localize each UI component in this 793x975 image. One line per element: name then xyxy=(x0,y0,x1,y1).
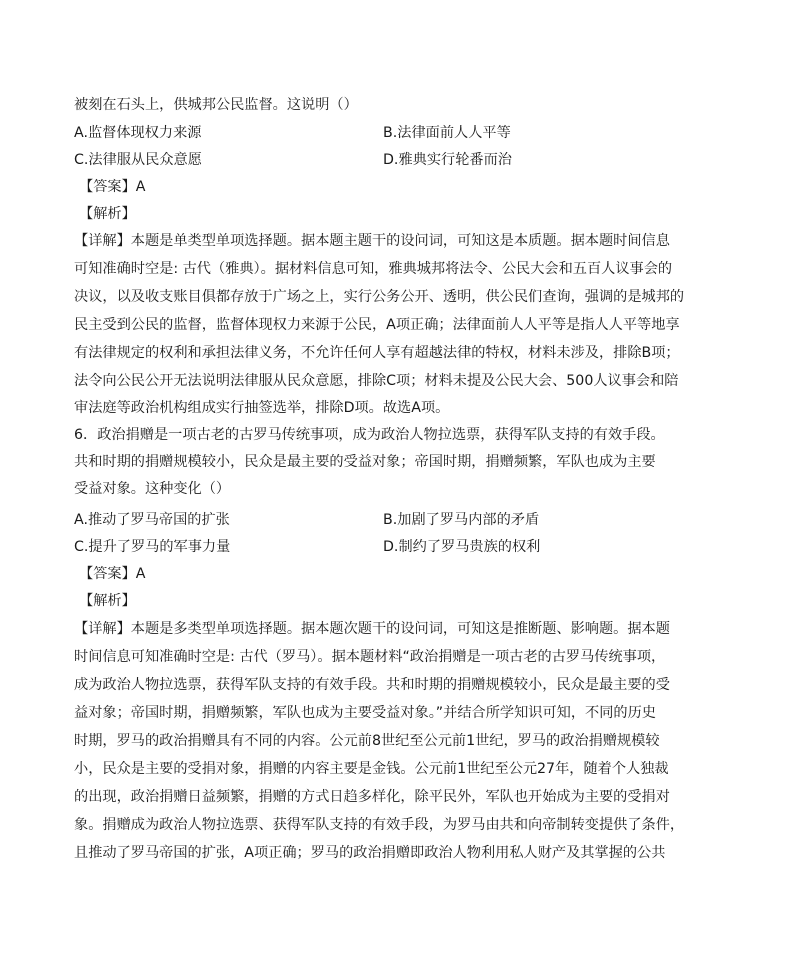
q5-detail-line: 审法庭等政治机构组成实行抽签选举，排除D项。故选A项。 xyxy=(74,400,450,416)
option-text: 制约了罗马贵族的权利 xyxy=(398,539,541,555)
q6-detail-line: 小，民众是主要的受捐对象，捐赠的内容主要是金钱。公元前1世纪至公元27年，随着个人独裁 xyxy=(74,761,669,777)
option-letter: A. xyxy=(74,512,88,528)
option-text: 法律面前人人平等 xyxy=(397,125,511,141)
option-text: 提升了罗马的军事力量 xyxy=(88,539,231,555)
option-text: 监督体现权力来源 xyxy=(87,125,202,141)
q6-answer: 【答案】A xyxy=(79,566,146,582)
option-letter: C. xyxy=(74,539,89,555)
q6-analysis-label: 【解析】 xyxy=(79,593,136,609)
q6-detail-line: 时间信息可知准确时空是: 古代（罗马）。据本题材料“政治捐赠是一项古老的古罗马传统事项， xyxy=(74,649,666,665)
q6-detail-line: 【详解】本题是多类型单项选择题。据本题次题干的设问词，可知这是推断题、影响题。据本题 xyxy=(74,621,670,637)
q5-detail-line: 可知准确时空是: 古代（雅典）。据材料信息可知，雅典城邦将法令、公民大会和五百人议事会的 xyxy=(74,261,673,277)
q6-stem-line: 共和时期的捐赠规模较小，民众是最主要的受益对象；帝国时期，捐赠频繁，军队也成为主要 xyxy=(74,454,656,470)
option-letter: B. xyxy=(383,512,398,528)
q5-detail-line: 民主受到公民的监督，监督体现权力来源于公民，A项正确；法律面前人人平等是指人人平等地享 xyxy=(74,317,680,333)
option-letter: C. xyxy=(74,152,89,168)
q6-option-a xyxy=(74,510,230,530)
q5-detail-line: 有法律规定的权利和承担法律义务，不允许任何人享有超越法律的特权，材料未涉及，排除B项； xyxy=(74,345,680,361)
q6-option-d xyxy=(383,537,540,557)
option-text: 雅典实行轮番而治 xyxy=(398,152,512,168)
q5-stem-tail: 被刻在石头上，供城邦公民监督。这说明（） xyxy=(74,97,358,113)
option-letter: A. xyxy=(74,125,88,141)
q5-detail-line: 决议，以及收支账目俱都存放于广场之上，实行公务公开、透明，供公民们查询，强调的是城邦的 xyxy=(74,289,685,305)
q6-option-c xyxy=(74,537,230,557)
q6-stem-line: 6．政治捐赠是一项古老的古罗马传统事项，成为政治人物拉选票，获得军队支持的有效手段。 xyxy=(74,427,665,443)
q6-detail-line: 时期，罗马的政治捐赠具有不同的内容。公元前8世纪至公元前1世纪，罗马的政治捐赠规模较 xyxy=(74,733,660,749)
q5-analysis-label: 【解析】 xyxy=(79,206,136,222)
q5-option-c xyxy=(74,150,202,170)
q6-option-b xyxy=(383,510,539,530)
q5-option-d xyxy=(383,150,512,170)
option-text: 法律服从民众意愿 xyxy=(88,152,202,168)
q5-option-b xyxy=(383,123,511,143)
q5-detail-line: 法令向公民公开无法说明法律服从民众意愿，排除C项；材料未提及公民大会、500人议事会和陪 xyxy=(74,373,679,389)
option-text: 加剧了罗马内部的矛盾 xyxy=(397,512,540,528)
q6-detail-line: 成为政治人物拉选票，获得军队支持的有效手段。共和时期的捐赠规模较小，民众是最主要的受 xyxy=(74,677,670,693)
q5-detail-line: 【详解】本题是单类型单项选择题。据本题主题干的设问词，可知这是本质题。据本题时间信息 xyxy=(74,233,670,249)
q6-detail-line: 益对象；帝国时期，捐赠频繁，军队也成为主要受益对象。”并结合所学知识可知，不同的历史 xyxy=(74,705,656,721)
option-letter: D. xyxy=(383,539,399,555)
option-letter: D. xyxy=(383,152,399,168)
q6-stem-line: 受益对象。这种变化（） xyxy=(74,481,231,497)
q6-detail-line: 的出现，政治捐赠日益频繁，捐赠的方式日趋多样化，除平民外，军队也开始成为主要的受捐对 xyxy=(74,789,670,805)
q5-option-a xyxy=(74,123,201,143)
q5-answer: 【答案】A xyxy=(79,179,146,195)
option-letter: B. xyxy=(383,125,398,141)
option-text: 推动了罗马帝国的扩张 xyxy=(87,512,230,528)
q6-detail-line: 且推动了罗马帝国的扩张，A项正确；罗马的政治捐赠即政治人物利用私人财产及其掌握的公共 xyxy=(74,845,666,861)
q6-detail-line: 象。捐赠成为政治人物拉选票、获得军队支持的有效手段，为罗马由共和向帝制转变提供了条件， xyxy=(74,817,685,833)
